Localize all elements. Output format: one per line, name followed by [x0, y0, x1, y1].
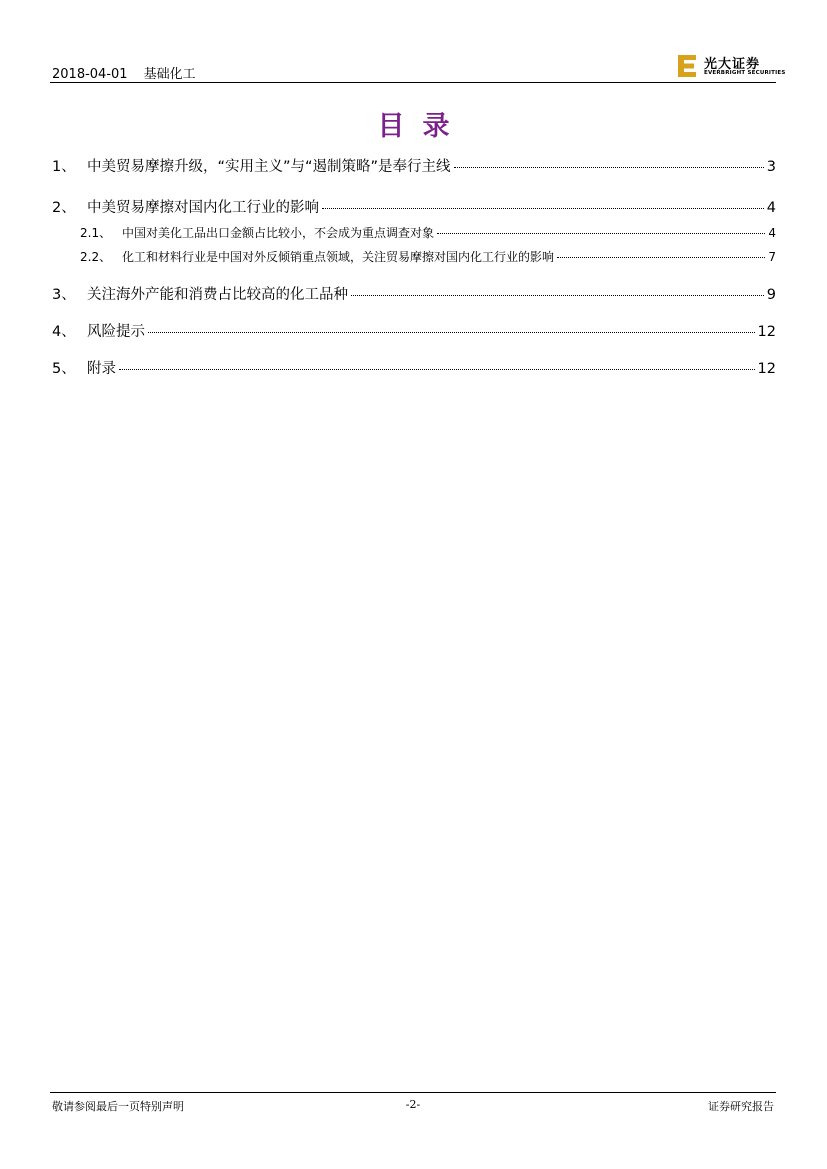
footer-doc-type: 证券研究报告 [708, 1100, 774, 1113]
page-footer [50, 1092, 776, 1117]
logo-chinese-name: 光大证券 [704, 57, 761, 72]
toc-entry[interactable] [52, 155, 776, 176]
toc-entry-page: 4 [766, 200, 776, 216]
toc-heading: 目录 [377, 111, 468, 142]
toc-entry-number: 5、 [52, 361, 76, 377]
toc-entry[interactable] [52, 357, 776, 378]
footer-disclaimer: 敬请参阅最后一页特别声明 [52, 1100, 184, 1113]
toc-entry-page: 9 [766, 287, 776, 303]
toc-subentry[interactable] [80, 224, 776, 241]
logo-english-name: EVERBRIGHT SECURITIES [704, 70, 786, 76]
toc-entry-page: 12 [757, 361, 776, 377]
toc-entry-number: 2、 [52, 200, 76, 216]
footer-page-number: -2- [405, 1098, 421, 1111]
toc-entry-number: 2.1、 [80, 226, 112, 240]
toc-leader-dots [437, 233, 765, 234]
report-date: 2018-04-01 [52, 67, 128, 82]
toc-entry-number: 4、 [52, 324, 76, 340]
toc-entry-page: 7 [768, 250, 776, 264]
toc-leader-dots [322, 208, 764, 209]
page-header [50, 52, 786, 83]
toc-entry-title: 中国对美化工品出口金额占比较小，不会成为重点调查对象 [122, 226, 435, 240]
toc-entry[interactable] [52, 283, 776, 304]
company-logo [678, 53, 786, 79]
toc-entry-title: 化工和材料行业是中国对外反倾销重点领域，关注贸易摩擦对国内化工行业的影响 [122, 250, 555, 264]
toc-entry-page: 3 [766, 159, 776, 175]
everbright-logo-icon [678, 55, 696, 77]
toc-leader-dots [119, 369, 755, 370]
toc-entry-page: 4 [768, 226, 776, 240]
toc-entry-page: 12 [757, 324, 776, 340]
toc-leader-dots [454, 167, 764, 168]
header-info [52, 63, 196, 82]
toc-leader-dots [351, 295, 764, 296]
toc-entry-number: 3、 [52, 287, 76, 303]
toc-entry-title: 中美贸易摩擦对国内化工行业的影响 [87, 200, 319, 216]
toc-leader-dots [557, 257, 765, 258]
toc-entry-number: 2.2、 [80, 250, 112, 264]
toc-entry-title: 风险提示 [87, 324, 145, 340]
toc-entry[interactable] [52, 320, 776, 341]
report-sector: 基础化工 [143, 67, 196, 82]
toc-entry-title: 附录 [87, 361, 116, 377]
toc-subentry[interactable] [80, 248, 776, 265]
toc-entry[interactable] [52, 196, 776, 217]
toc-leader-dots [148, 332, 755, 333]
toc-entry-number: 1、 [52, 159, 76, 175]
toc-entry-title: 中美贸易摩擦升级，“实用主义”与“遏制策略”是奉行主线 [87, 159, 451, 175]
toc-entry-title: 关注海外产能和消费占比较高的化工品种 [87, 287, 348, 303]
